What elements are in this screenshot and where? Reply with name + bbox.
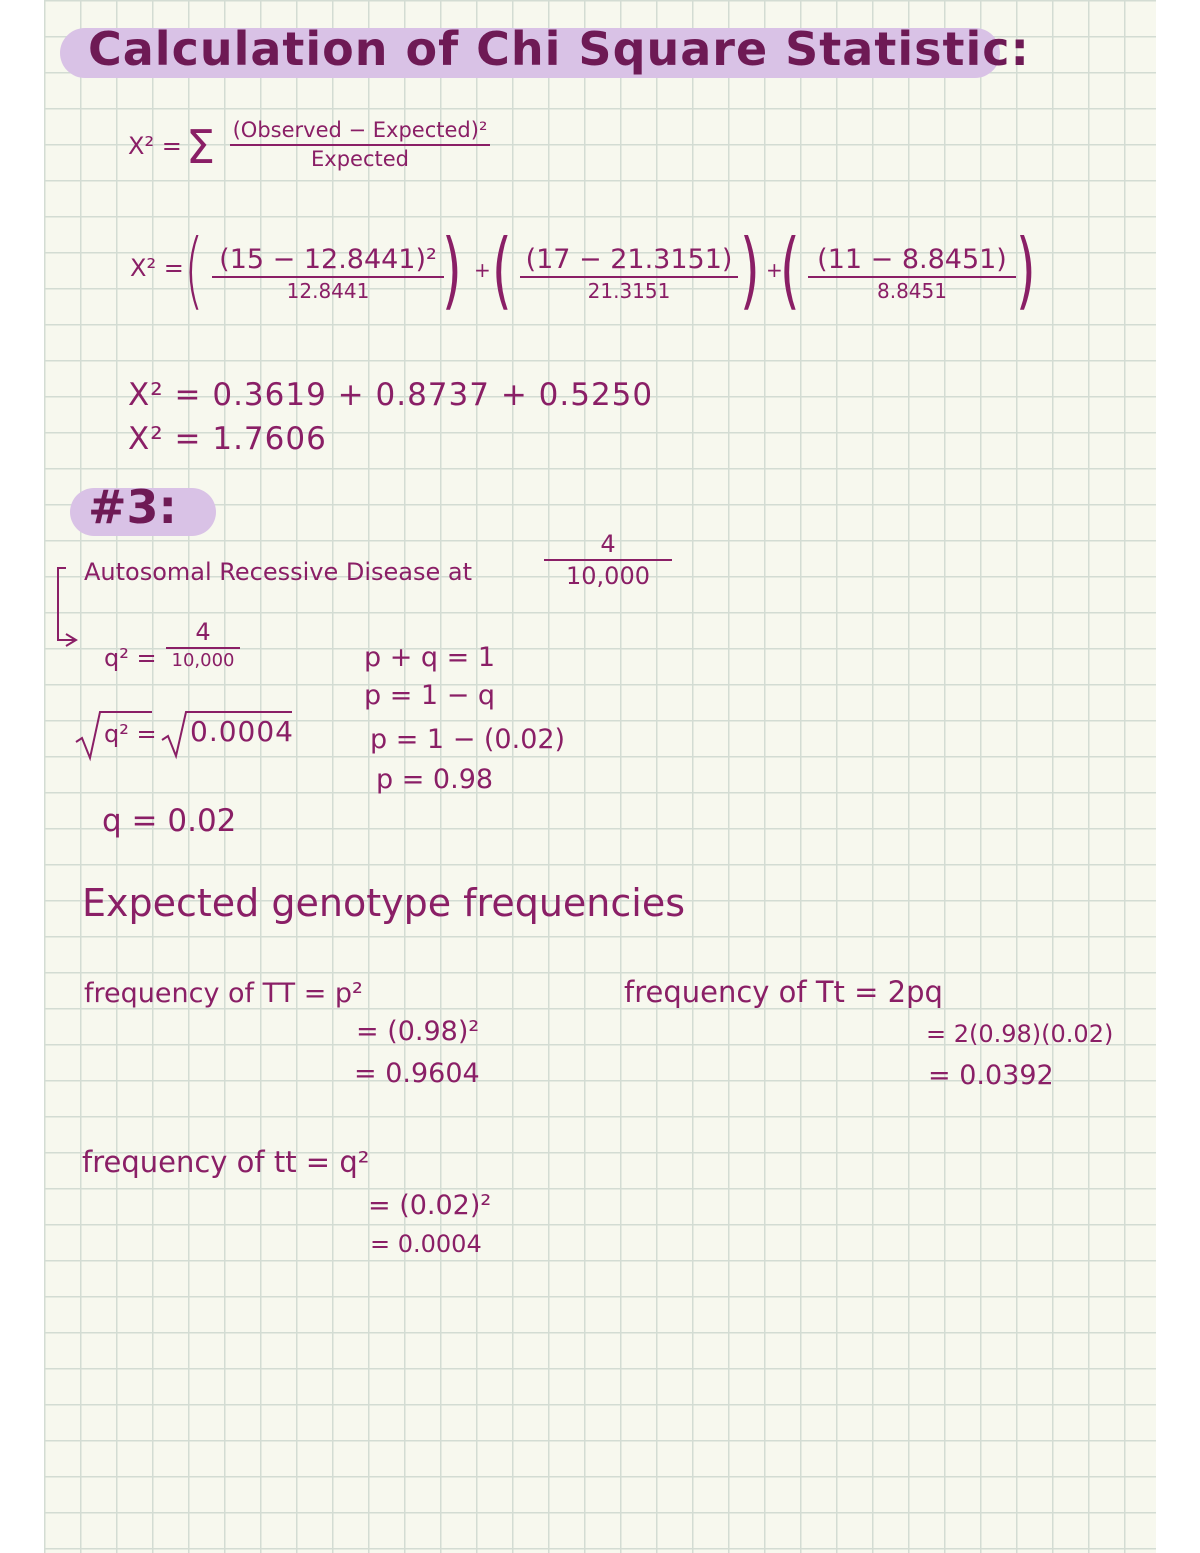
section-heading: #3:	[88, 480, 177, 534]
p-calc-line-4: p = 0.98	[376, 764, 494, 795]
freq-tt-line-3: = 0.0004	[370, 1230, 482, 1258]
sqrt-right: 0.0004	[190, 715, 294, 748]
disease-numerator: 4	[600, 530, 616, 558]
q-squared-numerator: 4	[195, 618, 211, 646]
formula-lhs: X² =	[128, 132, 182, 160]
result-line: X² = 1.7606	[128, 421, 327, 457]
p-calc-line-3: p = 1 − (0.02)	[370, 724, 566, 755]
freq-TT-line-3: = 0.9604	[354, 1058, 480, 1089]
close-paren: )	[1016, 221, 1036, 319]
p-calc-line-1: p + q = 1	[364, 642, 496, 673]
open-paren: (	[780, 221, 800, 319]
q-squared-lhs: q² =	[104, 644, 157, 672]
formula-numerator: (Observed − Expected)²	[232, 118, 488, 142]
freq-tt-line-1: frequency of tt = q²	[82, 1145, 370, 1179]
freq-Tt-line-2: = 2(0.98)(0.02)	[926, 1020, 1114, 1048]
freq-Tt-line-1: frequency of Tt = 2pq	[624, 975, 943, 1009]
open-paren: (	[492, 221, 512, 319]
term-3-numerator: (11 − 8.8451)	[817, 244, 1007, 275]
close-paren: )	[442, 221, 462, 319]
page-title: Calculation of Chi Square Statistic:	[88, 22, 1030, 76]
substitution-lhs: X² =	[130, 254, 184, 282]
freq-TT-line-1: frequency of TT = p²	[84, 978, 363, 1009]
term-2-numerator: (17 − 21.3151)	[525, 244, 733, 275]
term-1-numerator: (15 − 12.8441)²	[219, 244, 437, 275]
freq-tt-line-2: = (0.02)²	[368, 1190, 492, 1221]
graph-paper-page	[44, 0, 1156, 1553]
term-2-denominator: 21.3151	[587, 279, 671, 303]
freq-TT-line-2: = (0.98)²	[356, 1016, 480, 1047]
sigma-symbol: Σ	[186, 120, 216, 174]
formula-denominator: Expected	[311, 147, 409, 171]
disease-denominator: 10,000	[566, 562, 650, 590]
open-paren: (	[184, 221, 204, 319]
q-result: q = 0.02	[102, 803, 237, 839]
sum-line: X² = 0.3619 + 0.8737 + 0.5250	[128, 377, 654, 413]
freq-Tt-line-3: = 0.0392	[928, 1060, 1054, 1091]
plus-sign: +	[474, 258, 491, 282]
close-paren: )	[740, 221, 760, 319]
plus-sign: +	[766, 258, 783, 282]
disease-label: Autosomal Recessive Disease at	[84, 558, 473, 586]
genotype-heading: Expected genotype frequencies	[82, 881, 686, 925]
p-calc-line-2: p = 1 − q	[364, 680, 496, 711]
term-3-denominator: 8.8451	[877, 279, 947, 303]
term-1-denominator: 12.8441	[286, 279, 370, 303]
sqrt-left: q² =	[104, 720, 157, 748]
sqrt-sign-icon	[44, 0, 1156, 1553]
q-squared-denominator: 10,000	[171, 650, 235, 671]
